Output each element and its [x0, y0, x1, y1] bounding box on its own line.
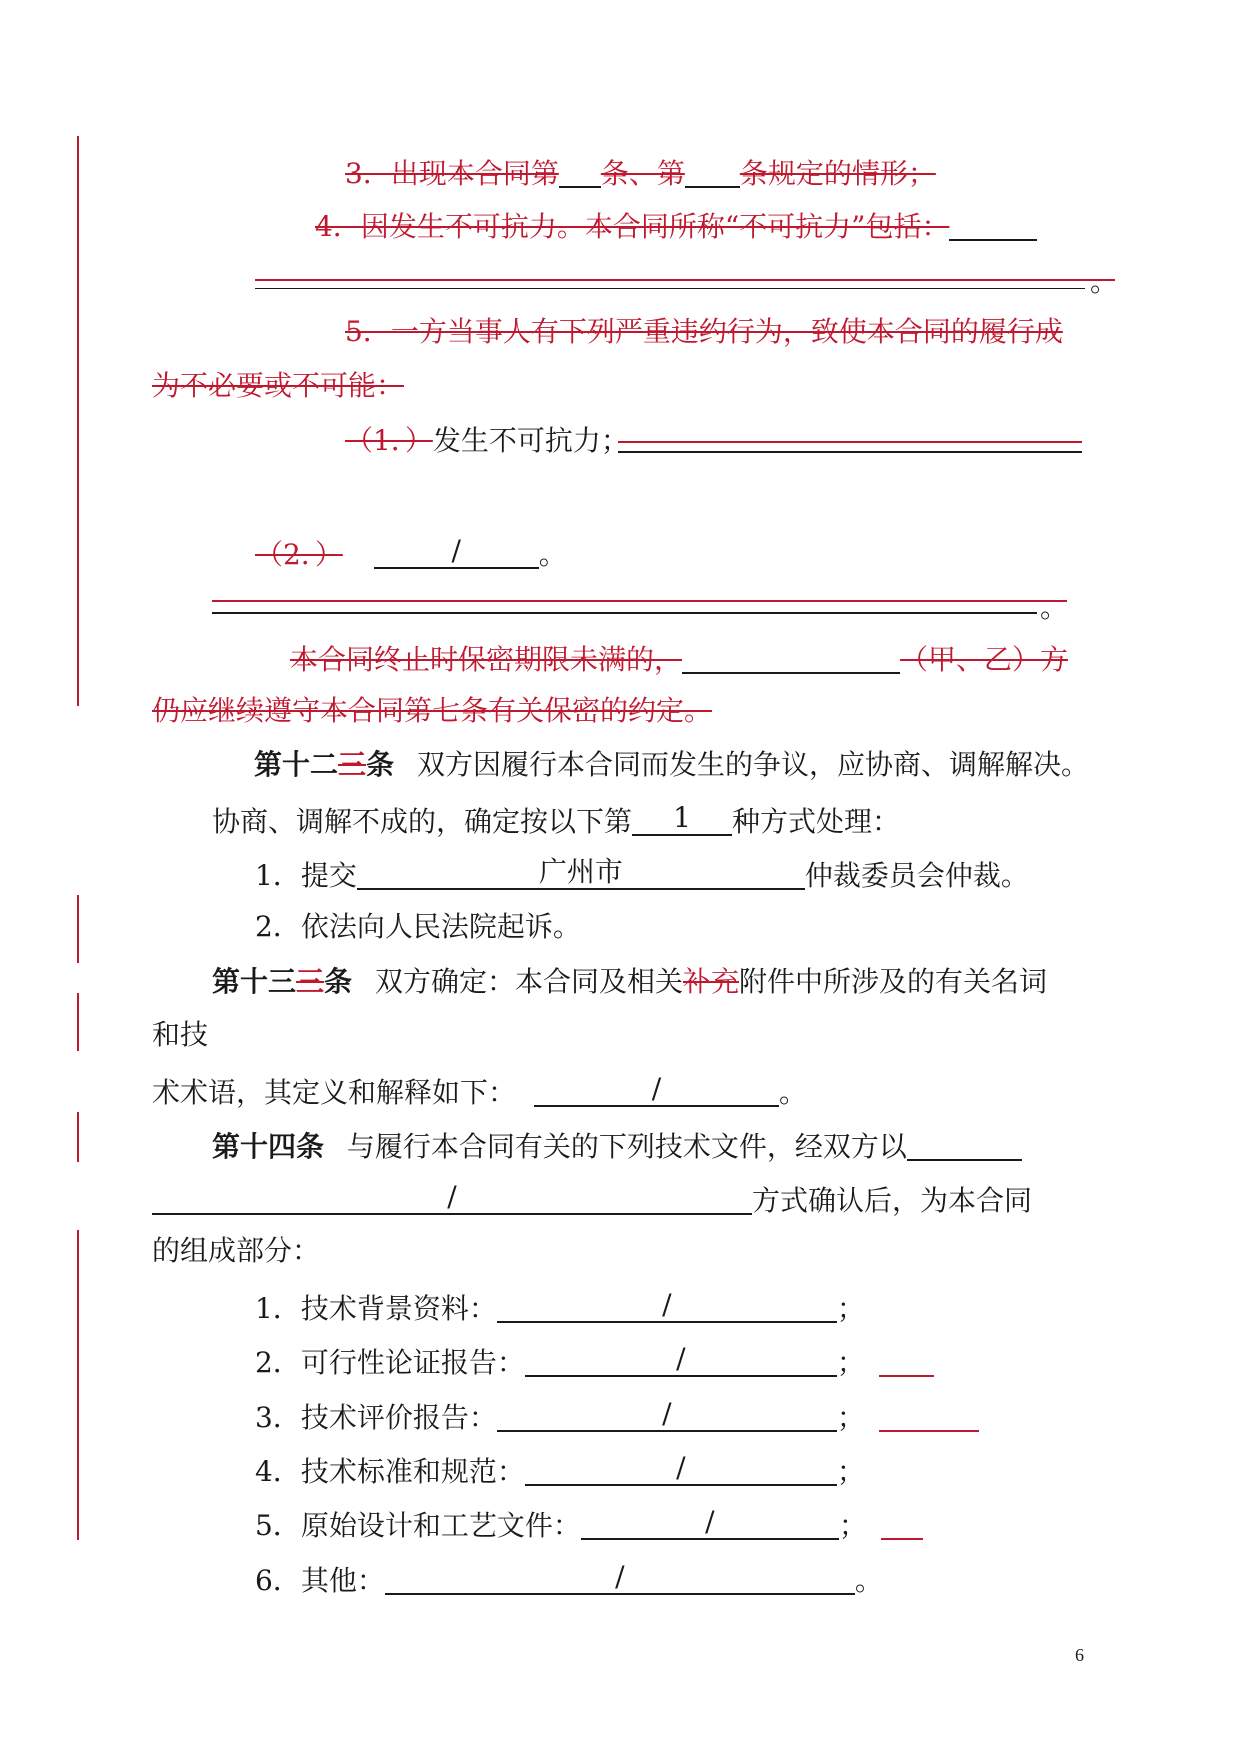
- article-13-title-end: 条: [324, 965, 353, 998]
- sub2-fill-line-2: [212, 612, 1037, 614]
- article-13-heading: [212, 965, 1047, 998]
- deleted-item-5-line-2: [152, 369, 434, 402]
- arbitration-city: 广州市: [357, 858, 805, 890]
- article-12-text: 双方因履行本合同而发生的争议，应协商、调解解决。: [416, 748, 1089, 781]
- tech-doc-label: 6．其他：: [255, 1564, 385, 1597]
- article-13-text-a: 双方确定：本合同及相关: [374, 965, 683, 998]
- sub2-period: 。: [538, 538, 567, 571]
- deleted-confidential-line-1: [212, 642, 1068, 674]
- tech-doc-label: 4．技术标准和规范：: [255, 1455, 525, 1488]
- article-12-heading: [212, 748, 1089, 781]
- tech-doc-field: /: [581, 1508, 839, 1540]
- article-12-line2-b: 种方式处理：: [732, 805, 901, 838]
- item3-blank-1: [559, 156, 601, 188]
- revision-blank: [881, 1508, 923, 1540]
- item3-end: 条规定的情形；: [739, 157, 936, 190]
- article-13-line3-end: 。: [779, 1076, 808, 1109]
- article-12-option-1: [255, 855, 1029, 892]
- deleted-confidential-line-2: [152, 694, 734, 727]
- sub1-fill-line-2: [618, 451, 1082, 453]
- deleted-item-3: [255, 156, 936, 188]
- article-13-line-3: [152, 1072, 808, 1109]
- tech-doc-field: /: [497, 1400, 837, 1432]
- page-number: 6: [1075, 1645, 1084, 1665]
- tech-doc-end: ；: [838, 1509, 867, 1542]
- change-bar: [77, 1112, 79, 1162]
- option-1-label: 1．提交: [255, 859, 357, 892]
- tech-doc-end: ；: [836, 1346, 865, 1379]
- article-13-title: 第十三: [212, 965, 297, 998]
- tech-doc-end: 。: [854, 1564, 883, 1597]
- tech-doc-label: 2．可行性论证报告：: [255, 1346, 525, 1379]
- article-13-title-deleted: 三: [296, 965, 325, 998]
- item4-fill-line-2: [255, 288, 1085, 289]
- article-12-title: 第十二: [254, 748, 339, 781]
- change-bar: [77, 993, 79, 1051]
- change-bar: [77, 136, 79, 706]
- sub1-fill-line: [618, 441, 1082, 443]
- article-12-option-2: [255, 910, 581, 943]
- sub2-fill-period: 。: [1040, 591, 1069, 624]
- tech-doc-end: ；: [836, 1292, 865, 1325]
- article-13-text-deleted: 补充: [682, 965, 739, 998]
- article-14-line-2: [152, 1180, 1033, 1217]
- confirmation-method-blank: [907, 1129, 1022, 1161]
- article-13-line3-a: 术术语，其定义和解释如下：: [152, 1076, 517, 1109]
- sub2-blank: /: [374, 537, 539, 569]
- article-13-text-b: 附件中所涉及的有关名词: [738, 965, 1047, 998]
- article-14-text: 与履行本合同有关的下列技术文件，经双方以: [346, 1130, 907, 1163]
- article-14-line-3: 的组成部分：: [152, 1234, 321, 1267]
- deleted-item-5-line-1: [255, 315, 1063, 348]
- revision-blank: [879, 1400, 979, 1432]
- article-12-line-2: [212, 801, 901, 838]
- revision-blank: [879, 1345, 934, 1377]
- confidential-text-a: 本合同终止时保密期限未满的，: [290, 643, 683, 676]
- item4-text: 4．因发生不可抗力。本合同所称“不可抗力”包括：: [315, 210, 950, 243]
- sub-item-2: [255, 534, 567, 571]
- item3-mid: 条、第: [600, 157, 685, 190]
- article-12-line2-a: 协商、调解不成的，确定按以下第: [212, 805, 633, 838]
- tech-doc-item-6: [255, 1560, 883, 1597]
- tech-doc-item-1: [255, 1288, 865, 1325]
- article-14-line2-end: 方式确认后，为本合同: [752, 1184, 1033, 1217]
- tech-doc-label: 3．技术评价报告：: [255, 1401, 497, 1434]
- tech-doc-field: /: [385, 1563, 855, 1595]
- tech-doc-item-3: [255, 1397, 979, 1434]
- item4-blank: [949, 209, 1037, 241]
- article-14-heading: [212, 1129, 1022, 1161]
- deleted-item-4: [255, 209, 1037, 241]
- tech-doc-field: /: [525, 1345, 837, 1377]
- tech-doc-field: /: [525, 1454, 837, 1486]
- item4-period: 。: [1090, 265, 1119, 298]
- article-14-title: 第十四条: [212, 1130, 325, 1163]
- item3-text: 3．出现本合同第: [345, 157, 559, 190]
- sub1-text: 发生不可抗力；: [432, 424, 629, 457]
- sub2-fill-line: [212, 600, 1067, 602]
- tech-doc-end: ；: [836, 1455, 865, 1488]
- article-12-title-deleted: 三: [338, 748, 367, 781]
- change-bar: [77, 895, 79, 963]
- article-12-title-end: 条: [366, 748, 395, 781]
- sub-item-1: [255, 424, 629, 457]
- article-13-line-2: 和技: [152, 1018, 209, 1051]
- dispute-method-choice: 1: [632, 804, 732, 836]
- tech-doc-field: /: [497, 1291, 837, 1323]
- item5-text-a: 5．一方当事人有下列严重违约行为，致使本合同的履行成: [345, 315, 1063, 348]
- sub1-number: （1．）: [345, 424, 433, 457]
- confidential-text-a-end: （甲、乙）方: [900, 643, 1069, 676]
- item4-fill-line: [255, 279, 1115, 281]
- option-1-end: 仲裁委员会仲裁。: [804, 859, 1029, 892]
- change-bar: [77, 1230, 79, 1540]
- item3-blank-2: [685, 156, 740, 188]
- tech-doc-item-5: [255, 1505, 923, 1542]
- terms-definition-field: /: [534, 1075, 779, 1107]
- tech-doc-item-2: [255, 1342, 934, 1379]
- confidential-text-b: 仍应继续遵守本合同第七条有关保密的约定。: [152, 694, 713, 727]
- option-2-label: 2．依法向人民法院起诉。: [255, 910, 581, 943]
- tech-doc-item-4: [255, 1451, 865, 1488]
- item5-text-b: 为不必要或不可能：: [152, 369, 405, 402]
- tech-doc-label: 5．原始设计和工艺文件：: [255, 1509, 581, 1542]
- sub2-number: （2．）: [255, 538, 343, 571]
- confidential-blank: [682, 642, 900, 674]
- tech-doc-label: 1．技术背景资料：: [255, 1292, 497, 1325]
- confirmation-method-field: /: [152, 1183, 752, 1215]
- tech-doc-end: ；: [836, 1401, 865, 1434]
